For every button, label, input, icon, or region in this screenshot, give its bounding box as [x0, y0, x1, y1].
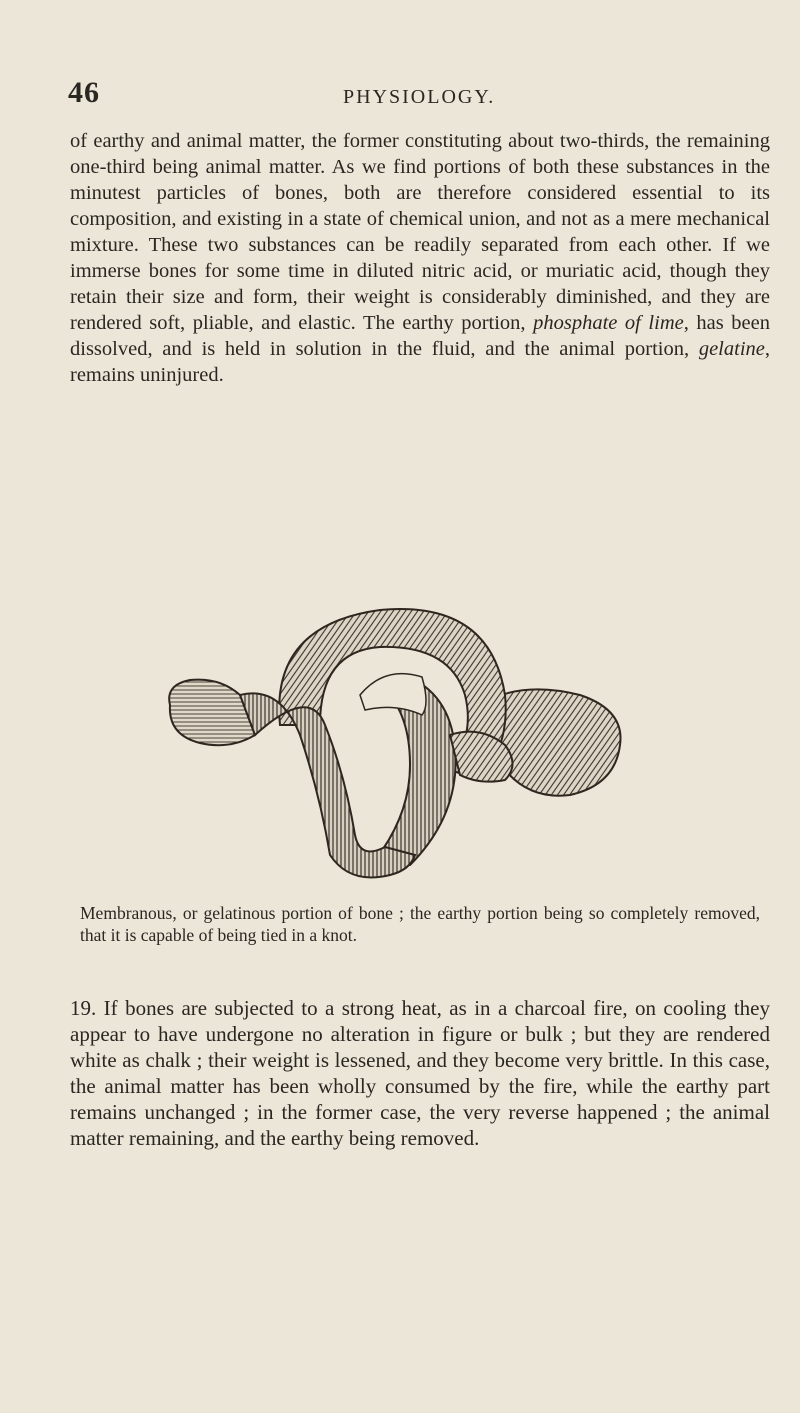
page-number: 46: [68, 76, 100, 109]
knotted-bone-illustration: [160, 585, 630, 885]
section-number: 19.: [70, 996, 97, 1020]
italic-term-phosphate-of-lime: phosphate of lime: [533, 312, 684, 334]
paragraph-text: of earthy and animal matter, the former constituting about two-thirds, the remaining one-third being animal matter. As we find portions of both these substances in the minutest particles of bones, both are therefore considered essential to its composition, and existing in a state of chemical union, and not as a mere mechanical mixture. These two substances can be readily separated from each other. If we immerse bones for some time in diluted nitric acid, or muriatic acid, though they retain their size and form, their weight is considerably diminished, and they are rendered soft, pliable, and elastic. The earthy portion,: [70, 130, 770, 334]
italic-term-gelatine: gelatine: [698, 338, 765, 360]
paragraph-text: , has been dissolved, and is held in solution in the fluid, and the animal portion,: [70, 312, 770, 360]
figure-caption: Membranous, or gelatinous portion of bone ; the earthy portion being so completely removed, that it is capable of being tied in a knot.: [80, 903, 760, 945]
body-paragraph-2: [70, 995, 770, 1151]
paragraph-text: , remains uninjured.: [70, 338, 770, 386]
paragraph-text: If bones are subjected to a strong heat, as in a charcoal fire, on cooling they appear to have undergone no alteration in figure or bulk ; but they are rendered white as chalk ; their weight is lessened, and they become very brittle. In this case, the animal matter has been wholly consumed by the fire, while the earthy part remains unchanged ; in the former case, the very reverse happened ; the animal matter remaining, and the earthy being removed.: [70, 996, 770, 1150]
body-paragraph-1: [70, 128, 770, 388]
page-header: [0, 76, 800, 116]
running-head: PHYSIOLOGY.: [343, 86, 496, 108]
